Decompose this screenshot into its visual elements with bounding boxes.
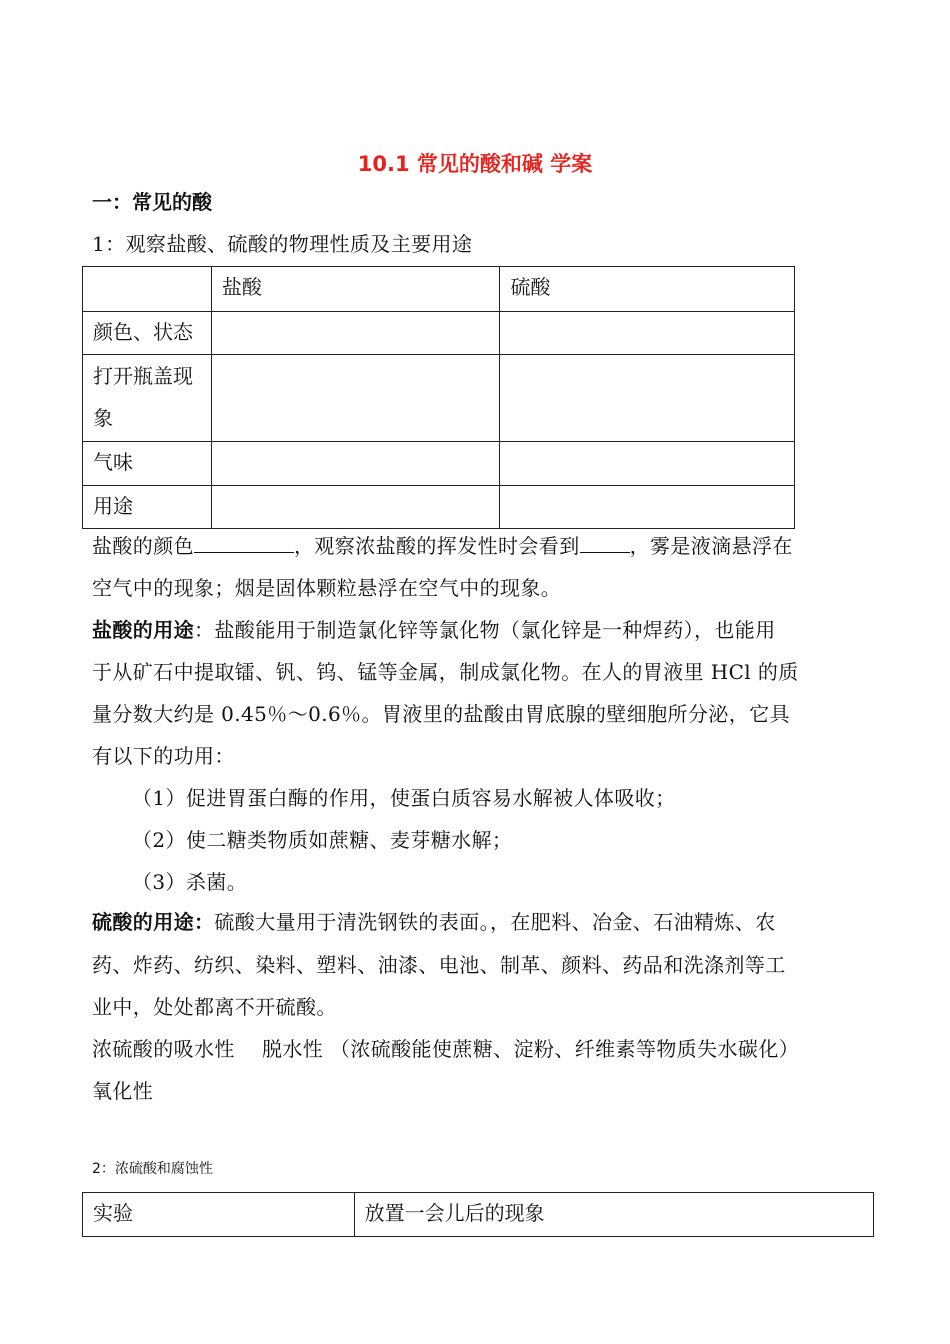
paragraph-line: 氧化性 xyxy=(92,1079,154,1103)
item-1-heading: 1：观察盐酸、硫酸的物理性质及主要用途 xyxy=(92,232,473,256)
table-cell[interactable] xyxy=(211,312,500,355)
fill-in-line-hcl xyxy=(92,530,793,559)
corrosion-table xyxy=(82,1192,874,1237)
table-row xyxy=(83,312,795,355)
table-cell[interactable] xyxy=(500,312,795,355)
table-header-experiment: 实验 xyxy=(83,1193,355,1237)
paragraph-line: 业中，处处都离不开硫酸。 xyxy=(92,995,337,1019)
list-item: （3）杀菌。 xyxy=(132,870,248,894)
paragraph-line: 浓硫酸的吸水性 脱水性 （浓硫酸能使蔗糖、淀粉、纤维素等物质失水碳化） xyxy=(92,1037,800,1061)
list-item: （2）使二糖类物质如蔗糖、麦芽糖水解； xyxy=(132,828,513,852)
table-cell[interactable] xyxy=(211,355,500,442)
table-cell[interactable] xyxy=(500,355,795,442)
row-label-open-bottle xyxy=(83,355,212,442)
blank-hcl-color[interactable] xyxy=(194,534,294,553)
paragraph-line: 量分数大约是 0.45％～0.6％。胃液里的盐酸由胃底腺的壁细胞所分泌，它具 xyxy=(92,702,790,726)
properties-table xyxy=(82,266,795,529)
table-cell[interactable] xyxy=(211,486,500,529)
paragraph-line: 空气中的现象；烟是固体颗粒悬浮在空气中的现象。 xyxy=(92,576,562,600)
table-row xyxy=(83,486,795,529)
row-label-odor: 气味 xyxy=(83,442,212,486)
table-row xyxy=(83,442,795,486)
text-segment: ，雾是液滴悬浮在 xyxy=(629,534,793,558)
table-row xyxy=(83,355,795,442)
table-cell[interactable] xyxy=(500,486,795,529)
page-title: 10.1 常见的酸和碱 学案 xyxy=(357,152,593,176)
paragraph-line: 有以下的功用： xyxy=(92,744,235,768)
row-label-color-state: 颜色、状态 xyxy=(83,312,212,355)
text-segment: ，观察浓盐酸的挥发性时会看到 xyxy=(294,534,580,558)
table-header-empty xyxy=(83,267,212,312)
table-header-hcl: 盐酸 xyxy=(211,267,500,312)
text-segment: 盐酸的颜色 xyxy=(92,534,194,558)
table-header-row xyxy=(83,267,795,312)
h2so4-uses-label: 硫酸的用途： xyxy=(92,910,215,934)
text-segment: 硫酸大量用于清洗钢铁的表面。，在肥料、冶金、石油精炼、农 xyxy=(214,910,776,934)
hcl-uses-line xyxy=(92,614,776,643)
blank-volatility[interactable] xyxy=(580,534,630,553)
item-2-heading: 2：浓硫酸和腐蚀性 xyxy=(92,1161,213,1177)
h2so4-uses-line xyxy=(92,906,776,935)
table-cell[interactable] xyxy=(211,442,500,486)
list-item: （1）促进胃蛋白酶的作用，使蛋白质容易水解被人体吸收； xyxy=(132,786,676,810)
table-header-h2so4: 硫酸 xyxy=(500,267,795,312)
paragraph-line: 药、炸药、纺织、染料、塑料、油漆、电池、制革、颜料、药品和洗涤剂等工 xyxy=(92,953,786,977)
row-label-usage: 用途 xyxy=(83,486,212,529)
row-label-line: 打开瓶盖现 xyxy=(93,364,193,388)
section-heading-acids: 一：常见的酸 xyxy=(92,190,212,214)
hcl-uses-label: 盐酸的用途 xyxy=(92,618,194,642)
text-segment: ：盐酸能用于制造氯化锌等氯化物（氯化锌是一种焊药），也能用 xyxy=(194,618,776,642)
table-cell[interactable] xyxy=(500,442,795,486)
table-header-row xyxy=(83,1193,874,1237)
paragraph-line: 于从矿石中提取镭、钒、钨、锰等金属，制成氯化物。在人的胃液里 HCl 的质 xyxy=(92,660,799,684)
row-label-line: 象 xyxy=(93,406,113,430)
table-header-phenomenon: 放置一会儿后的现象 xyxy=(354,1193,873,1237)
